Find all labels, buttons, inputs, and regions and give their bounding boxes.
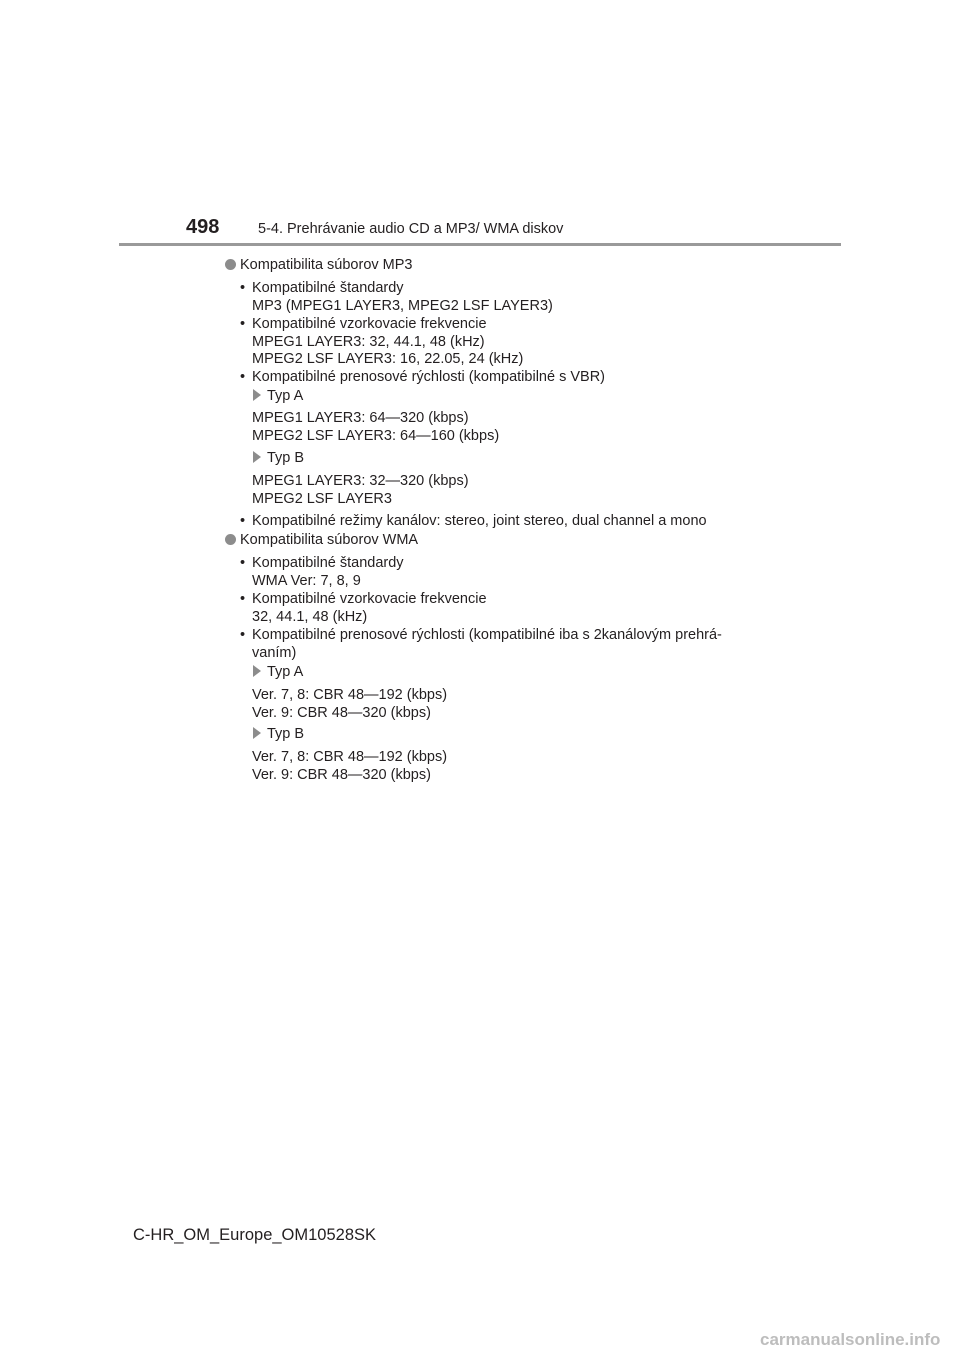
bullet-icon: • xyxy=(240,316,246,332)
mp3-bitrate-item: • Kompatibilné prenosové rýchlosti (kompatibilné s VBR) xyxy=(240,369,605,385)
mp3-heading: Kompatibilita súborov MP3 xyxy=(225,256,412,274)
mp3-type-a-line-2: MPEG2 LSF LAYER3: 64—160 (kbps) xyxy=(252,428,500,444)
watermark: carmanualsonline.info xyxy=(760,1330,941,1349)
wma-type-b-line-2: Ver. 9: CBR 48—320 (kbps) xyxy=(252,767,431,783)
mp3-type-a: Typ A xyxy=(253,387,303,405)
document-code: C-HR_OM_Europe_OM10528SK xyxy=(133,1226,377,1244)
wma-type-b: Typ B xyxy=(253,725,304,743)
wma-heading: Kompatibilita súborov WMA xyxy=(225,531,418,549)
wma-type-b-line-1: Ver. 7, 8: CBR 48—192 (kbps) xyxy=(252,749,448,765)
mp3-freq-value-1: MPEG1 LAYER3: 32, 44.1, 48 (kHz) xyxy=(252,334,485,350)
wma-bitrate-continued: vaním) xyxy=(252,645,297,661)
circle-bullet-icon xyxy=(225,534,236,545)
mp3-freq-item: • Kompatibilné vzorkovacie frekvencie xyxy=(240,316,487,332)
bullet-icon: • xyxy=(240,513,246,529)
wma-standards-value: WMA Ver: 7, 8, 9 xyxy=(252,573,361,589)
mp3-freq-value-2: MPEG2 LSF LAYER3: 16, 22.05, 24 (kHz) xyxy=(252,351,524,367)
wma-type-a-line-2: Ver. 9: CBR 48—320 (kbps) xyxy=(252,705,431,721)
bullet-icon: • xyxy=(240,369,246,385)
circle-bullet-icon xyxy=(225,259,236,270)
page-number: 498 xyxy=(186,216,220,238)
bullet-icon: • xyxy=(240,280,246,296)
wma-standards-item: • Kompatibilné štandardy xyxy=(240,555,404,571)
wma-bitrate-item: • Kompatibilné prenosové rýchlosti (kompatibilné iba s 2kanálovým prehrá- xyxy=(240,627,722,643)
wma-type-a-line-1: Ver. 7, 8: CBR 48—192 (kbps) xyxy=(252,687,448,703)
mp3-type-b: Typ B xyxy=(253,449,304,467)
mp3-standards-item: • Kompatibilné štandardy xyxy=(240,280,404,296)
header-divider xyxy=(119,243,841,246)
triangle-right-icon xyxy=(253,451,261,463)
triangle-right-icon xyxy=(253,389,261,401)
mp3-type-b-line-2: MPEG2 LSF LAYER3 xyxy=(252,491,392,507)
bullet-icon: • xyxy=(240,591,246,607)
section-title: 5-4. Prehrávanie audio CD a MP3/ WMA diskov xyxy=(258,221,564,237)
bullet-icon: • xyxy=(240,555,246,571)
wma-type-a: Typ A xyxy=(253,663,303,681)
triangle-right-icon xyxy=(253,727,261,739)
wma-freq-value: 32, 44.1, 48 (kHz) xyxy=(252,609,368,625)
wma-freq-item: • Kompatibilné vzorkovacie frekvencie xyxy=(240,591,487,607)
mp3-standards-value: MP3 (MPEG1 LAYER3, MPEG2 LSF LAYER3) xyxy=(252,298,553,314)
bullet-icon: • xyxy=(240,627,246,643)
mp3-type-b-line-1: MPEG1 LAYER3: 32—320 (kbps) xyxy=(252,473,469,489)
triangle-right-icon xyxy=(253,665,261,677)
mp3-channels-item: • Kompatibilné režimy kanálov: stereo, joint stereo, dual channel a mono xyxy=(240,513,707,529)
mp3-type-a-line-1: MPEG1 LAYER3: 64—320 (kbps) xyxy=(252,410,469,426)
